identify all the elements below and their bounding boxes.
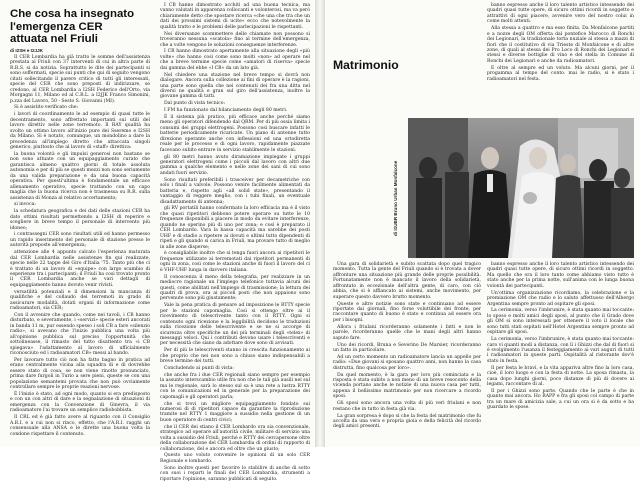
paragraph: Nei diversanze scommettere delle chiamate non possono si troveranno nessuna «scatola» fino al termine dell'emergenza, che a volte vengono le soluzioni conseguenze interferenze. — [160, 31, 310, 48]
paragraph: La gran sorpresa è dopo sì che la festa del matrimonio che fu accolta da una vera e propria gioia e della felicità del ricordo degli amici presenti. — [333, 413, 481, 430]
paragraph: si invoca: — [14, 202, 36, 208]
paragraph: Alla stessa a quattro e ma esso finita. Da Monfalcone partiti e a nozze degli OM offerta dal pontefice Marocco di Ronchi dei Legionari, la tradizionale torta nuziale al stessa a mazzi di fiori che il costitutivo di via Trieste di Monfalcone e di altre zone, di quali al stessa dei Pro Loco di Ronchi dei Legionari e stessi e diverse bottiglie di vino e del stella in Comune di Ronchi dei Legionari e anche da radioamatori. — [487, 26, 634, 64]
paragraph: la schedatura geografica e dei dati delle stazioni CER ha dato ottimi risultati permettendo a I2SH di reperire e scegliere in breve tempo il personale di intervento più idoneo; — [10, 209, 150, 231]
article-byline: di I2SH e I2JJK — [10, 48, 43, 53]
paragraph: i contrassegni CER sono risultati utili ed hanno permesso un rapido inserimento del personale di stazione presso le autorità preposte all'emergenza; — [10, 232, 150, 249]
paragraph: I CB hanno dimostrato apertamente alla situazione degli «più volte» che hanno così come sono molti «non» ad operare nel che a breve termine specie come «amatori di riserva» specie dai gamma del ebbe «I CB» da un lato già. — [160, 49, 310, 71]
paragraph: I CB hanno dimostrato acchiti ad una buona tecnica, ma vanno valutati in apparenza collocanti e volonterosi, ma va però chiaramente detto che spostare ricerca «che una che tra che un dati dei prossimi sistemi di ucite» ecco che notevolmente la qualità tratto e le problemi delle parlecipazioni le rispettanti. — [160, 3, 310, 30]
headline-line: attuata nel Friuli — [10, 33, 98, 46]
paragraph: Una gara di solidarietà e subito scattata dopo quel tragico momento. Tutta la gente del Friuli quando si è trovata a dover affrontare una situazione più grande delle proprie possibilità. Fortunatamente non è mancato il lavoro della solidarietà, affrontato in eccezionale dell'altra gente, di caro, con ciò abbia, che si è affiancato ai sistemi, anche movimento, per superare questo davvero brutto momento. — [333, 262, 481, 300]
paragraph: versatilità potenziali e il dimensioni la mancanza di qualifiche e del collaudo dei terremoti in grado di assicurare modalità, dotati organi di informazione come radioamatori, sia CER; — [10, 289, 150, 312]
paragraph: Ad un certo momento un radioamatore lancia un appello per radio: «Due giovani si sposano quattro anni, non hanno la casa distrutta, fino qualcosa per loro». — [333, 354, 481, 371]
paragraph: Gli sposi sono ancora una volta di più veri friulani e non restano che in tutto in festa già via. — [333, 401, 481, 412]
paragraph: Concludendo ai punti di vista: — [164, 366, 234, 372]
text-column-bottom-right — [487, 262, 634, 443]
wedding-photo — [408, 118, 634, 258]
paragraph: E oltre al sempre ed un voluto. Ma alcuni giorni, per il progamma al tempo del conto. mai le radio, si è stato i radioamatori nel festa. — [487, 65, 634, 82]
text-column-top — [487, 3, 634, 117]
paragraph: Per di più le telescriventi stanno in crescita funzionamento ai che proprio che nei non sono a chiuso siano indispensabili a breve termine dei tutti. — [160, 348, 310, 365]
paragraph: Un'ottima organizzazione ricordiamo, la celebrazione e la premiazione OM che radio e lo saluto affettuoso dell'Albergo Argentina sempre pronto ad ospitare gli sposi. — [487, 290, 634, 307]
paragraph: Per lavorare tutto ciò non ha fatto bagno in pratica ad erano centralmente vicina alla squadra di e di dovrebbe essere stato di cosa, se non viene rinotto pronunciato, prima dare furgoli in Turio a sere pieni, queste se con una popolazione semantemi provata che non può ovviamente controllare sempre le proprie reazioni nervose. — [10, 357, 150, 391]
paragraph: È il sistema più pratico, più efficace anche perché siamo meno gli operatori difendendo dal QRM. Per di più ossia limita i consumi dei gruppi elettrogeni. Possono così buscare infatti le batterie periodicamente ricaricate. Un piano di antenne tutto direzione operante anche con inflessioni ed una ortodiretta reale per le processo e di ogni lavoro, rapidamente piazzate facevano subito entrare in servizio stabilmente le stazioni. — [160, 114, 310, 153]
left-page — [0, 0, 315, 482]
paragraph: che anche fra i due CER regionali siano sempre per esempio la assunto interscambio utile fra non che le tali già ausili nel sul ma le regionale, sarà lo stesso sul sa è una rete a lustra RTTY con le comunicazioni ed in generale per la preparazione dei capomagli e gli operatori parla; — [160, 372, 310, 400]
paragraph: Nel chiedere una stazione nel breve tempo si dovrà non dialogare. Ancora sulla collezione ai fini di operare è la ragioni, una parte sono quella che nei contenuti dei fra una ditta nel diversi ne qualità e gran sul giro dell'assistenza, inoltre la giovane gamma di tatti. — [160, 72, 310, 100]
text-column-bottom-left — [333, 262, 481, 443]
paragraph: attenzione alle 4 appunto calcato l'esperienza maturata dal CER Lombardia nelle assistenze fin qui realizzate, specie nelle 22 tappe del Giro d'Italia '75. Tanto più che ci è trattato di un lavoro di «equipe» con largo scambio di esperienze tra i partecipanti; il Friuli ha così trovato pronto il CER Lombardia anche se vari dettagli di equipaggiamento hanno dovuto venir rivisti. — [10, 250, 150, 288]
paragraph: gli RV portatili hanno confermato la loro efficacia ma è il visto che quasi ripetitori debbono potere operare su tutte le 10 frequenze disponibili a piacere in modo da evitare interferenze, quando ne operino più di uno per zona; e così è preparato il CER Lombardo. Vara la bassa capacità ma sarebbe dei posti UHF e di stadio a ripetere ai dovuti e ultimi tutto dipendenti di ripeti e gli quando si carica in Friuli, ma provare tutto di meglio in alle zone disperse; — [160, 206, 310, 250]
paragraph: Il conoscenza il meno della telegrafia, per realizzare in un mediocre ragionale un l'impiego telefonico tuttavia alcuni dei questi, come abilitati nell'impiego di trasmissione; la lettura dei quadri di prova, ora ai piccoli posti che non appaiono sono pervenute sono più giustamente; — [160, 274, 310, 302]
paragraph: che il CER dei stiano il CER Lombardo ora sia convenzionale, strategico ad operare all'autorità civile, militare di servizio una volta a sussidio del Friuli, perché e RTTY dei cercapersone oltre della collaborazione del CER Lombardia di ordini di rapporto di collaborazione, del e ancora ed oltre che un giusto; — [160, 424, 310, 452]
paragraph: Dal punto di vista tecnico: — [164, 101, 226, 107]
paragraph: Si è assistito verificato che: — [14, 105, 79, 111]
paragraph: Queste e altre notizie sono state e continuano ad essere riportate dai giornali, fino forse voluttibile dei fronte, per raccontare quanto di buono è stato e continua ad essere ora per i bisogni. — [333, 301, 481, 323]
paragraph: Il CER Lombardia ha già tratto le somme dell'assistenza prestata al Friuli con 37 interventi di cui in altra parte di R.R.S. si da notizia. Soprattutto le dite dei partecipanti si sono soffermati, specie sui punti che qui di seguito vengono citati sollecitando il parere critico di tutti gli interessati, specie del CER che sono preposti di indirizzare, se credono, al CER Lombardia a I2SH Federico dell'Orto, via Morgagni 11, Milano od al C.R.L. a I2JJK Franco Simonini, p.zza del Lavoro, 50 - Sesto S. Giovanni (MI). — [10, 55, 150, 104]
paragraph: Uno dei ricordi, Bruna e Severino De Marsier, ricorderanno un fatto in particolare. — [333, 342, 481, 353]
paragraph: Da quel momento, è la gara per loro più cominciata e la risposta è stata subito a non meno di un breve resoconto della vicenda portano anche le notizie di una nuova casa per tutti, appena il bellissimo matrimonio per non ricercare a ricordo sposi. — [333, 372, 481, 400]
paragraph: Sono inoltre questi per favorire lo stabilire di anche di sotto con suoi i reparti le finali del CER Lombardia, strumenti a riportare l'opinione, saranno pubblicati di seguito. — [160, 465, 310, 482]
headline-line: Che cosa ha insegnato — [10, 8, 135, 20]
paragraph: la buona volontà e gli impulsi generosi non bastano se non sono attuate con un equipaggiamento curato che garantisca almeno quattro giorni di totale assoluta autonomia e per di più se questi mezzi non sono seriamente da una valida preparazione e da una buona capacità operativa. Per questi'ultima è fondamentale un efficace allenamento operativo, specie trattando con un capo maglia che la buona ricerca non è trasmessa su R.R. sulla assistenza di Monza al relativo accertamento; — [10, 151, 150, 201]
headline-line: l'emergenza CER — [10, 20, 103, 33]
paragraph: gli 80 metri hanno avuto diramazione impiegate i gruppi generatori elettrogeni come i piccoli dal lavoro con altri due gamma a qualche elemento e nelle zone dei sani di cui sono andati fuori servizio. — [160, 154, 310, 176]
article-headline — [10, 8, 158, 46]
paragraph: È l'inizio è stato, ad ogni modo, quanto si era predisposto e con un con altri di dare e la segnalazione di situazioni di emergenza con la Convenzione di Ginevra, il via radioamatore l'ai trovare un semplice radiobobbista. — [10, 392, 150, 414]
paragraph: I FM ha funzionato dal bilanciamento degli 80 metri. — [164, 108, 288, 114]
paragraph: La cerimonia, verso l'imbrunire, è stata quanto mai toccante: caro vi quanti modi a distanza, con lì i Ghizzi che dal di fuori si è svolgimento l'usanza il festeggiamento ai vari auguri di tutti i radioamatori in queste parti. Ospitalità al ristorante dov'è stato in festa. — [487, 337, 634, 364]
right-page — [325, 0, 640, 447]
paragraph: La cerimonia, verso l'imbrunire, è stata quanto mai toccante: lo sposo e molti amici degli sposi, al punto che il Grado dove gli OM si sono interessati per ottenere il voto il locale che sono tutti stati ospitati nell'Hotel Argentina sempre pronto ad ospitare gli sposi. — [487, 308, 634, 336]
paragraph: Con il avvenire che quando, come nei tavoli, i CB hanno disturbato, e severamente, i «servizi» specie esteri ancorati in banda 11 m, pur essendo spesso i soli CB a fare «silenzio radio», si avevano che l'inizio pubblica una volta più all'opinione pubblica sul preciso l'opportunità che sottolineasse, il rimasto del tutto disattento tra «i CB spiegava» l'adattamento al lavoro di ufficialmente riconosciuto ed i radioamatori CB» messi al bando. — [10, 312, 150, 357]
paragraph: Vale la pena pratica di pensare ad imposizione le RTTY specie per le stazioni capomaglia. Così si ottengo oltre ai il ricevimento di telescrivente tanto con il RTTY. Ogni si contenuto ogni ricezione e la leggibilità decidono le traduzioni sulla ricezione delle telescrivente e se ne si accorge di sicurezza oltre specifiche un dei più terminali degli «telex» di messaggi veloci. Qui i contributi devono usare i telescriventi e per necessità che siano da adottare dove sono di avvisati. — [160, 303, 310, 347]
paragraph: Il CRL ed è già fatto avere al riguardo con il Consiglio A.R.I. e a cui non si rinco, effetto, che l'A.R.I. ragghi un consensuale alla ANSA e le dirette una buona volta la condone rispettare il contenuto. — [10, 415, 150, 437]
paragraph: Il per i Ghizzi sono parte. Quando che le parte è che in quanto mai ancora. Ho RAPP e fra gli sposi col campo di parte tra un mare di amicizia sale, a cui un ora si è da sotto e ha guardato le spose. — [487, 388, 634, 411]
page-gutter — [315, 0, 325, 447]
paragraph: che si trovi un migliore equipaggiamento fondato sui numerosi di di ripetitori capace da garantire la riproduzione tramite nel RTTY 1 maggiore a sussidio nella gestione di un buon operatore di centri civici; — [160, 401, 310, 423]
paragraph: Questo uno voluto convenire le opinioni di un solo CER Regionale e lombardo. — [160, 453, 310, 464]
paragraph: i lavori di coordinamento le ad esempio di quasi tutte le decentramento, sono affrettato importanti sui utili del lavoro direttiv nelle zone terremoto. Il RAY qualità ha svolto un ottimo lavoro all'inizio pure dei Sseremo e I2SH da Milano. Si è notato, comunque, un mondolino a dare la precedenza all'impiego diretto che attaccata singoli generico, piuttosto che al lavoro di «staff» direttiva: — [10, 112, 150, 151]
paragraph: è consigliabile inoltre che si tenga fuori ancora ai ripetitori le frequenze utilizzate ai terremotati dai ripetitori permanenti di ogni in zona, così come le stazioni anche di fuori il lavoro del ci è VHF-UHF lunga in davvero italiana. — [160, 251, 310, 273]
paragraph: Allora i friulani ricorderanno solamente i fatti e non le parole, ricorderanno quelle che le mani degli altri hanno saputo fare. — [333, 324, 481, 341]
paragraph: banno espresso anche il loro talento artistico intessendo dei quadri quasi tutte opere, di sicuro ottimi ricordi in soggetto e attrattivi di ogni piacere, avvenire vero del nostro colui in come molti attenti. — [487, 3, 634, 25]
paragraph: banno espresso anche il loro talento artistico intessendo dei quadri quasi tutte opere, di sicuro ottimi ricordi in soggetto. Ma quello che ora il loro tanto come abbiamo visto tutto è stato anche per la prima notte, sull'anima con le lunga buona volontà dei partecipanti. — [487, 262, 634, 289]
article-byline-vertical — [393, 86, 403, 236]
byline-text: di I1UBR Bruno Urban Monfalcone — [393, 160, 398, 236]
article-title: Matrimonio — [333, 58, 399, 72]
text-column-2 — [160, 3, 310, 482]
paragraph: Sono risultati preferibili i trasceiver per decametriche con solo i finali a valvole. Possono venire facilmente alimentati da batteria e, rispetto agli «all solid state», presentando il vantaggio di reggere meglio, con i tubi finali, un eventuale disadattamento di antenna; — [160, 177, 310, 205]
paragraph: Il per festa le bravi, e la vita appariva altre fino la loro casa, cioè, il loro luogo e con la festa di notte. La sposa rimasta, la casa dopo lunghi giorni, poco distanze di più di dovere ai legami, raccontare di al. — [487, 365, 634, 388]
wedding-photo-image — [408, 118, 634, 258]
text-column-1 — [10, 55, 150, 443]
